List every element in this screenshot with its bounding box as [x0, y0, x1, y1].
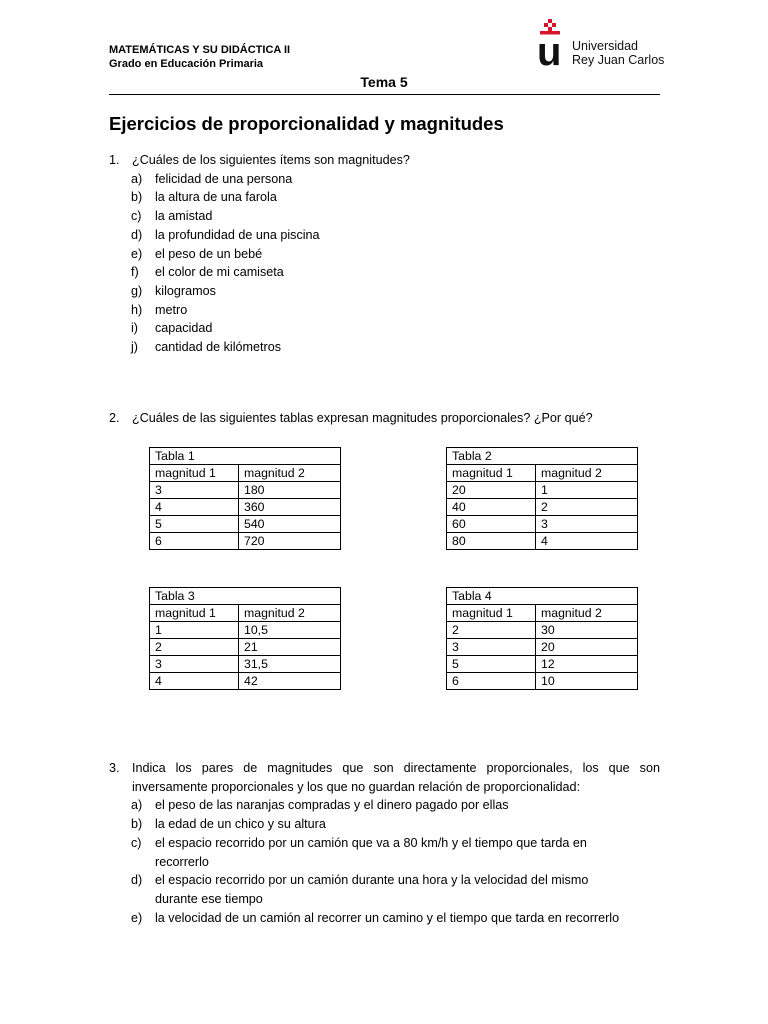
header-divider	[109, 94, 660, 95]
table-title: Tabla 1	[150, 448, 341, 465]
list-item	[109, 263, 660, 282]
option-letter: d)	[131, 873, 143, 888]
table-cell: 5	[447, 656, 536, 673]
option-text: la profundidad de una piscina	[155, 227, 320, 242]
question-2	[109, 409, 660, 428]
table-row	[150, 482, 341, 499]
table-header: magnitud 2	[536, 465, 638, 482]
list-item	[109, 170, 660, 189]
option-text: la velocidad de un camión al recorrer un camino y el tiempo que tarda en recorrerlo	[155, 910, 620, 925]
list-item	[109, 834, 604, 871]
table-cell: 3	[536, 516, 638, 533]
course-header	[109, 43, 290, 71]
option-letter: j)	[131, 340, 138, 355]
table-cell: 80	[447, 533, 536, 550]
data-table-1	[149, 447, 341, 550]
table-cell: 540	[239, 516, 341, 533]
table-cell: 3	[150, 656, 239, 673]
table-cell: 2	[447, 622, 536, 639]
question-number: 3.	[109, 761, 120, 775]
option-letter: b)	[131, 817, 143, 832]
option-text: felicidad de una persona	[155, 171, 293, 186]
table-header: magnitud 1	[447, 605, 536, 622]
option-letter: h)	[131, 302, 143, 317]
table-row	[447, 622, 638, 639]
list-item	[109, 338, 660, 357]
table-cell: 20	[447, 482, 536, 499]
table-row	[447, 639, 638, 656]
table-cell: 6	[447, 673, 536, 690]
table-cell: 40	[447, 499, 536, 516]
logo-letter: u	[537, 30, 562, 69]
option-list	[109, 796, 620, 927]
table-row	[447, 673, 638, 690]
table-cell: 5	[150, 516, 239, 533]
option-letter: d)	[131, 227, 143, 242]
option-text: la edad de un chico y su altura	[155, 817, 326, 832]
option-list	[109, 170, 660, 357]
option-letter: f)	[131, 265, 139, 280]
table-title: Tabla 4	[447, 588, 638, 605]
table-row	[447, 482, 638, 499]
data-table-4	[446, 587, 638, 690]
question-3	[109, 759, 660, 927]
list-item	[109, 815, 604, 834]
table-row	[447, 533, 638, 550]
table-cell: 3	[150, 482, 239, 499]
question-text: ¿Cuáles de las siguientes tablas expresan magnitudes proporcionales? ¿Por qué?	[132, 411, 593, 425]
table-title: Tabla 2	[447, 448, 638, 465]
option-text: el peso de las naranjas compradas y el dinero pagado por ellas	[155, 798, 509, 813]
table-header: magnitud 1	[447, 465, 536, 482]
table-title: Tabla 3	[150, 588, 341, 605]
table-row	[150, 673, 341, 690]
table-header: magnitud 1	[150, 465, 239, 482]
urjc-logo-icon	[537, 19, 571, 69]
option-letter: a)	[131, 798, 143, 813]
table-row	[150, 533, 341, 550]
table-cell: 4	[150, 673, 239, 690]
option-text: kilogramos	[155, 283, 216, 298]
list-item	[109, 188, 660, 207]
question-text: ¿Cuáles de los siguientes ítems son magnitudes?	[132, 153, 410, 167]
table-cell: 720	[239, 533, 341, 550]
table-row	[150, 499, 341, 516]
table-row	[447, 516, 638, 533]
table-cell: 20	[536, 639, 638, 656]
data-table-3	[149, 587, 341, 690]
table-cell: 4	[536, 533, 638, 550]
option-letter: e)	[131, 910, 143, 925]
table-header: magnitud 2	[239, 465, 341, 482]
table-row	[150, 656, 341, 673]
option-letter: a)	[131, 171, 143, 186]
table-cell: 180	[239, 482, 341, 499]
list-item	[109, 207, 660, 226]
table-row	[447, 499, 638, 516]
option-letter: g)	[131, 283, 143, 298]
option-text: el espacio recorrido por un camión durante una hora y la velocidad del mismo durante ese tiempo	[155, 873, 589, 906]
table-row	[447, 656, 638, 673]
option-letter: i)	[131, 321, 138, 336]
course-title: MATEMÁTICAS Y SU DIDÁCTICA II	[109, 44, 291, 56]
table-cell: 4	[150, 499, 239, 516]
list-item	[109, 226, 660, 245]
table-cell: 12	[536, 656, 638, 673]
table-cell: 60	[447, 516, 536, 533]
table-row	[150, 516, 341, 533]
table-cell: 2	[536, 499, 638, 516]
university-name	[572, 39, 664, 67]
option-text: el color de mi camiseta	[155, 265, 284, 280]
topic-title: Tema 5	[360, 74, 408, 90]
list-item	[109, 871, 604, 908]
list-item	[109, 909, 715, 928]
course-degree: Grado en Educación Primaria	[109, 58, 264, 70]
university-name-line2: Rey Juan Carlos	[572, 53, 665, 67]
list-item	[109, 319, 660, 338]
page-title: Ejercicios de proporcionalidad y magnitudes	[109, 113, 504, 134]
table-cell: 31,5	[239, 656, 341, 673]
table-cell: 10	[536, 673, 638, 690]
data-table-2	[446, 447, 638, 550]
table-cell: 42	[239, 673, 341, 690]
list-item	[109, 282, 660, 301]
table-row	[150, 622, 341, 639]
table-row	[150, 639, 341, 656]
question-number: 2.	[109, 411, 120, 425]
option-text: metro	[155, 302, 188, 317]
option-letter: c)	[131, 209, 142, 224]
list-item	[109, 245, 660, 264]
table-cell: 1	[150, 622, 239, 639]
table-cell: 10,5	[239, 622, 341, 639]
table-cell: 6	[150, 533, 239, 550]
option-text: el peso de un bebé	[155, 246, 263, 261]
table-cell: 360	[239, 499, 341, 516]
table-cell: 2	[150, 639, 239, 656]
table-cell: 30	[536, 622, 638, 639]
list-item	[109, 301, 660, 320]
list-item	[109, 796, 604, 815]
university-logo	[537, 19, 665, 69]
option-text: la amistad	[155, 209, 213, 224]
option-text: capacidad	[155, 321, 213, 336]
table-header: magnitud 1	[150, 605, 239, 622]
question-1	[109, 151, 660, 357]
table-cell: 3	[447, 639, 536, 656]
question-number: 1.	[109, 153, 120, 167]
option-text: cantidad de kilómetros	[155, 340, 282, 355]
table-cell: 21	[239, 639, 341, 656]
table-header: magnitud 2	[536, 605, 638, 622]
option-text: la altura de una farola	[155, 190, 277, 205]
table-cell: 1	[536, 482, 638, 499]
option-text: el espacio recorrido por un camión que va a 80 km/h y el tiempo que tarda en recorrerlo	[155, 835, 587, 869]
university-name-line1: Universidad	[572, 39, 639, 53]
question-text-line1: Indica los pares de magnitudes que son directamente proporcionales, los que son	[132, 761, 660, 775]
table-header: magnitud 2	[239, 605, 341, 622]
question-text-line2: inversamente proporcionales y los que no guardan relación de proporcionalidad:	[132, 779, 581, 794]
option-letter: c)	[131, 835, 142, 850]
option-letter: e)	[131, 246, 143, 261]
option-letter: b)	[131, 190, 143, 205]
